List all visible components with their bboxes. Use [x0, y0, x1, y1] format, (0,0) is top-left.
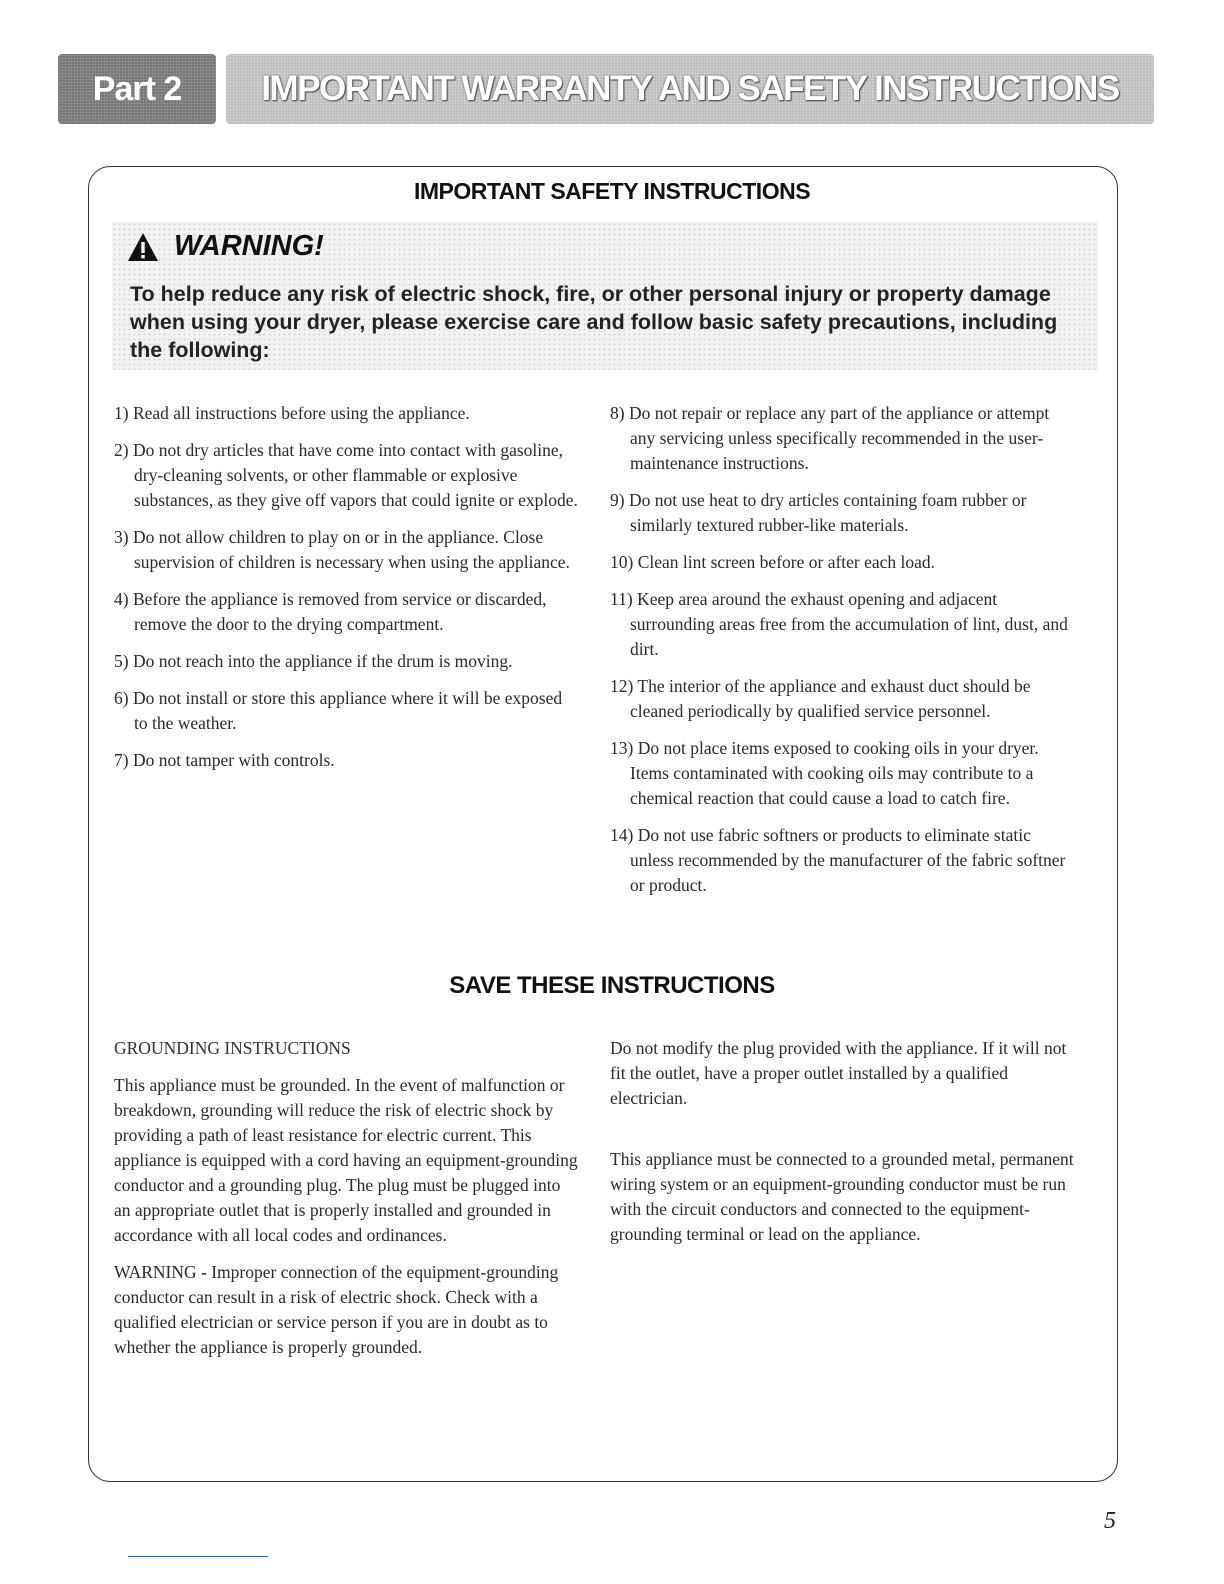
- warning-text: To help reduce any risk of electric shock, fire, or other personal injury or property damage when using your dryer, please exercise care and follow basic safety precautions, including the following:: [130, 282, 1058, 362]
- footer-rule: [128, 1556, 268, 1557]
- list-item: 6) Do not install or store this appliance where it will be exposed to the weather.: [114, 688, 563, 733]
- plug-paragraph: Do not modify the plug provided with the appliance. If it will not fit the outlet, have a proper outlet installed by a qualified electrician.: [610, 1038, 1067, 1108]
- part-label: Part 2: [58, 54, 216, 124]
- warning-box: [112, 222, 1098, 370]
- list-item: 8) Do not repair or replace any part of the appliance or attempt any servicing unless specifically recommended in the user-maintenance instructions.: [610, 403, 1050, 473]
- grounding-warning-paragraph: WARNING - Improper connection of the equipment-grounding conductor can result in a risk of electric shock. Check with a qualified electrician or service person if you are in doubt as to whether the appliance is properly grounded.: [114, 1262, 559, 1357]
- grounding-left: [114, 1036, 579, 1372]
- list-item: 7) Do not tamper with controls.: [114, 750, 335, 770]
- warning-label: WARNING!: [174, 230, 324, 262]
- list-item: 2) Do not dry articles that have come into contact with gasoline, dry-cleaning solvents, or other flammable or explosive substances, as they give off vapors that could ignite or explode.: [114, 440, 578, 510]
- save-instructions-heading: SAVE THESE INSTRUCTIONS: [449, 972, 775, 999]
- list-item: 11) Keep area around the exhaust opening and adjacent surrounding areas free from the accumulation of lint, dust, and dirt.: [610, 589, 1068, 659]
- page-number: 5: [1104, 1508, 1116, 1534]
- list-item: 10) Clean lint screen before or after each load.: [610, 552, 936, 572]
- safety-list-right: [610, 401, 1075, 910]
- grounding-paragraph: This appliance must be grounded. In the event of malfunction or breakdown, grounding will reduce the risk of electric shock by providing a path of least resistance for electric current. This appliance is equipped with a cord having an equipment-grounding conductor and a grounding plug. The plug must be plugged into an appropriate outlet that is properly installed and grounded in accordance with all local codes and ordinances.: [114, 1075, 578, 1245]
- warning-heading: [126, 230, 324, 263]
- safety-list-left: [114, 401, 579, 785]
- list-item: 5) Do not reach into the appliance if the drum is moving.: [114, 651, 513, 671]
- page-title: IMPORTANT WARRANTY AND SAFETY INSTRUCTIONS: [226, 54, 1154, 124]
- list-item: 12) The interior of the appliance and exhaust duct should be cleaned periodically by qualified service personnel.: [610, 676, 1031, 721]
- grounding-heading: GROUNDING INSTRUCTIONS: [114, 1038, 351, 1058]
- list-item: 4) Before the appliance is removed from service or discarded, remove the door to the drying compartment.: [114, 589, 547, 634]
- warning-triangle-icon: [126, 231, 160, 263]
- list-item: 14) Do not use fabric softners or products to eliminate static unless recommended by the manufacturer of the fabric softner or product.: [610, 825, 1066, 895]
- list-item: 1) Read all instructions before using the appliance.: [114, 403, 470, 423]
- grounding-right: [610, 1036, 1075, 1259]
- list-item: 3) Do not allow children to play on or in the appliance. Close supervision of children is necessary when using the appliance.: [114, 527, 570, 572]
- header-bar: [58, 54, 1154, 124]
- list-item: 13) Do not place items exposed to cooking oils in your dryer. Items contaminated with cooking oils may contribute to a chemical reaction that could cause a load to catch fire.: [610, 738, 1039, 808]
- list-item: 9) Do not use heat to dry articles containing foam rubber or similarly textured rubber-like materials.: [610, 490, 1027, 535]
- wiring-paragraph: This appliance must be connected to a grounded metal, permanent wiring system or an equipment-grounding conductor must be run with the circuit conductors and connected to the equipment-grounding terminal or lead on the appliance.: [610, 1149, 1074, 1244]
- safety-heading: IMPORTANT SAFETY INSTRUCTIONS: [413, 178, 811, 204]
